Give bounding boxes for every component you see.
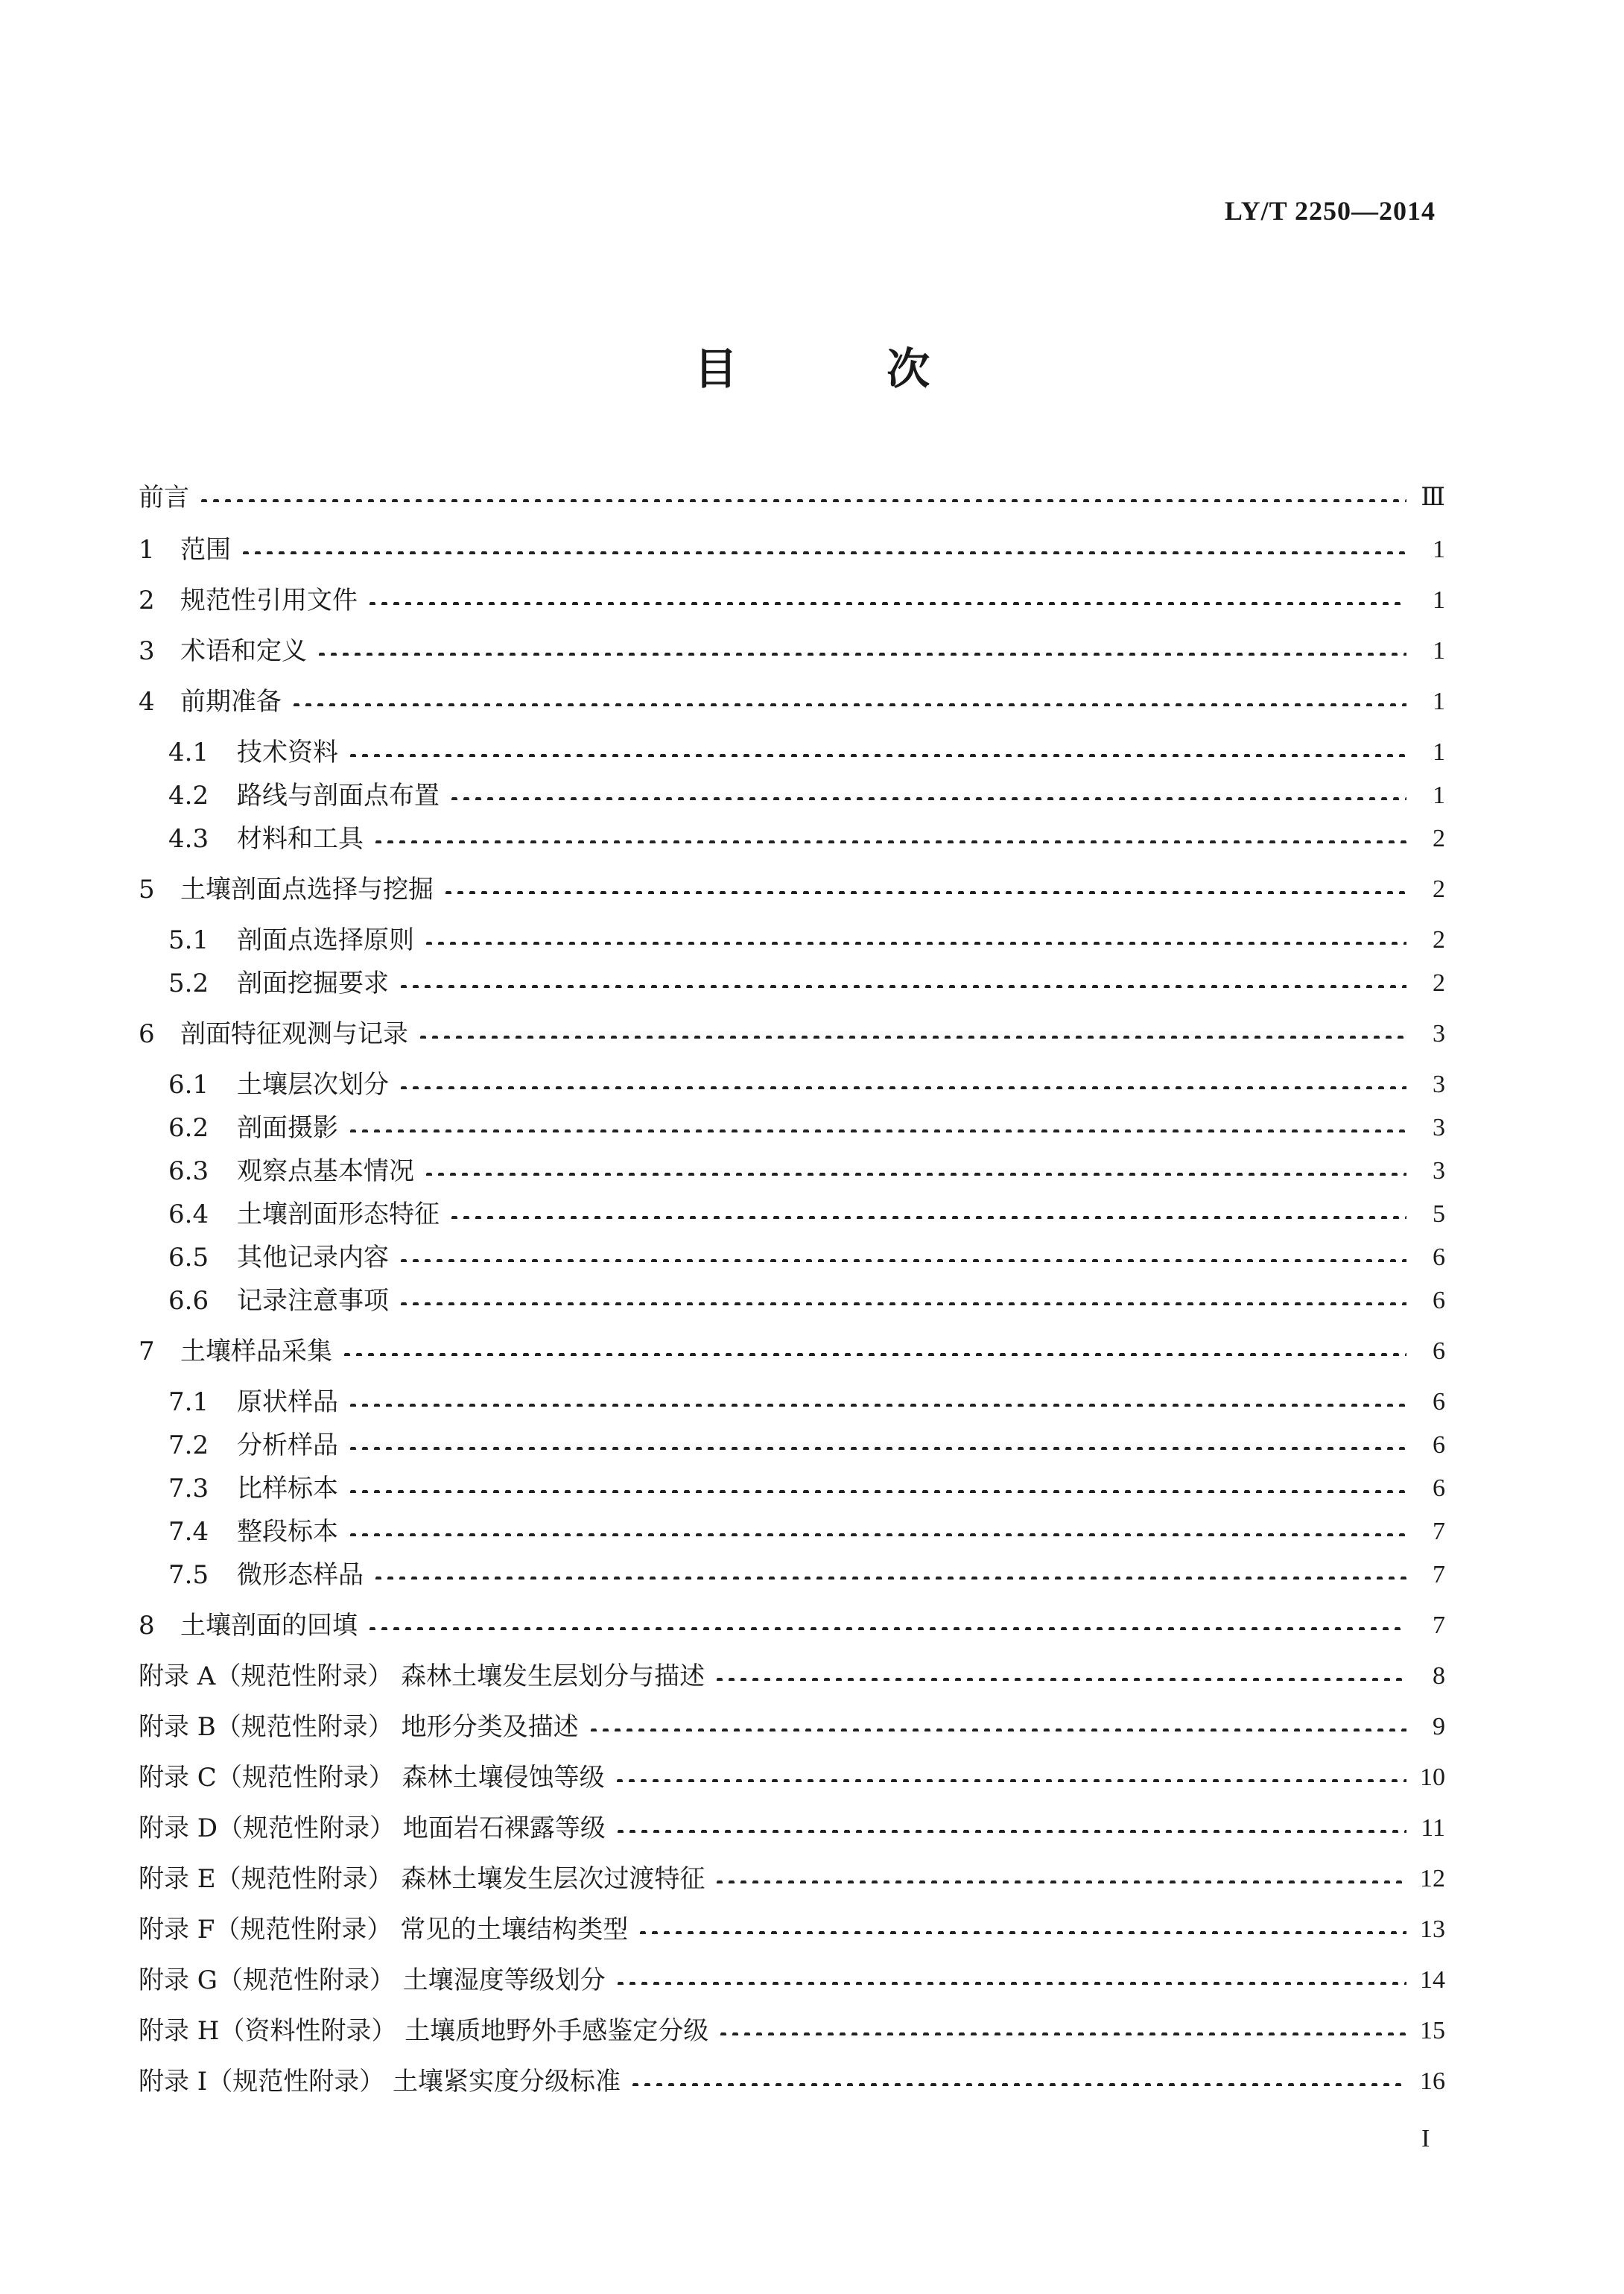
toc-entry-title: 土壤样品采集: [180, 1337, 332, 1366]
dot-leader: [372, 840, 1406, 843]
toc-entry[interactable]: [139, 1807, 1445, 1849]
toc-entry-title: 剖面摄影: [237, 1113, 338, 1143]
toc-entry[interactable]: [139, 919, 1445, 961]
toc-entry-title: 分析样品: [237, 1430, 338, 1460]
toc-entry[interactable]: [139, 1237, 1445, 1279]
toc-entry[interactable]: [139, 1909, 1445, 1951]
standard-code: LY/T 2250—2014: [1224, 196, 1436, 226]
toc-entry-title: 剖面挖掘要求: [237, 969, 389, 998]
dot-leader: [423, 1173, 1406, 1176]
toc-entry-page: 14: [1420, 1966, 1445, 1994]
toc-entry-page: 11: [1421, 1814, 1445, 1842]
dot-leader: [398, 1259, 1406, 1262]
dot-leader: [398, 985, 1406, 988]
toc-entry-title: 比样标本: [237, 1474, 338, 1504]
toc-entry[interactable]: [139, 1150, 1445, 1192]
toc-entry-page: 6: [1433, 1243, 1445, 1271]
toc-entry-page: 1: [1433, 688, 1445, 715]
toc-entry-page: 7: [1433, 1561, 1445, 1588]
dot-leader: [714, 1678, 1406, 1681]
toc-entry-page: 10: [1420, 1764, 1445, 1791]
toc-entry-page: 6: [1433, 1337, 1445, 1365]
toc-entry[interactable]: [139, 1858, 1445, 1900]
toc-entry-number: 6.4: [168, 1200, 209, 1229]
dot-leader: [588, 1729, 1406, 1731]
toc-entry-number: 7.2: [168, 1430, 209, 1460]
toc-entry[interactable]: [139, 869, 1445, 910]
toc-entry-title: 观察点基本情况: [237, 1156, 414, 1186]
toc-entry-page: 5: [1433, 1200, 1445, 1228]
dot-leader: [448, 797, 1406, 800]
toc-entry-page: 6: [1433, 1388, 1445, 1416]
dot-leader: [347, 1404, 1406, 1407]
toc-entry-title: 附录 D（规范性附录） 地面岩石裸露等级: [139, 1813, 606, 1843]
toc-entry-title: 规范性引用文件: [180, 586, 358, 615]
toc-entry-page: 2: [1433, 926, 1445, 954]
toc-entry-page: 1: [1433, 738, 1445, 766]
toc-entry-title: 土壤剖面形态特征: [237, 1200, 440, 1229]
toc-entry-page: 12: [1420, 1865, 1445, 1892]
dot-leader: [615, 1830, 1406, 1833]
toc-entry-page: 3: [1433, 1020, 1445, 1048]
toc-entry[interactable]: [139, 1064, 1445, 1106]
dot-leader: [448, 1216, 1406, 1219]
toc-entry-title: 其他记录内容: [237, 1243, 389, 1273]
toc-entry-number: 4.3: [168, 824, 209, 854]
toc-entry-page: 6: [1433, 1474, 1445, 1502]
dot-leader: [398, 1302, 1406, 1305]
toc-entry[interactable]: [139, 2010, 1445, 2052]
toc-entry-title: 土壤层次划分: [237, 1070, 389, 1100]
dot-leader: [240, 551, 1406, 554]
toc-entry-title: 土壤剖面的回填: [180, 1611, 358, 1641]
dot-leader: [417, 1036, 1406, 1039]
dot-leader: [367, 1627, 1406, 1630]
toc-entry[interactable]: [139, 1554, 1445, 1596]
toc-entry-title: 附录 F（规范性附录） 常见的土壤结构类型: [139, 1915, 629, 1945]
dot-leader: [198, 499, 1406, 502]
toc-entry-page: 3: [1433, 1071, 1445, 1098]
toc-entry-title: 范围: [180, 535, 231, 565]
dot-leader: [347, 1533, 1406, 1536]
dot-leader: [637, 1931, 1406, 1934]
dot-leader: [614, 1779, 1406, 1782]
toc-entry-page: Ⅲ: [1421, 484, 1445, 511]
toc-entry[interactable]: [139, 1280, 1445, 1322]
toc-entry-number: 6: [139, 1019, 155, 1049]
toc-entry-title: 附录 G（规范性附录） 土壤湿度等级划分: [139, 1965, 606, 1995]
toc-entry[interactable]: [139, 1959, 1445, 2001]
toc-entry-number: 4: [139, 687, 155, 717]
toc-entry-number: 4.1: [168, 738, 209, 767]
toc-entry-page: 6: [1433, 1287, 1445, 1314]
toc-entry-page: 9: [1433, 1713, 1445, 1740]
dot-leader: [347, 754, 1406, 757]
toc-entry-page: 6: [1433, 1431, 1445, 1459]
toc-entry-page: 15: [1420, 2017, 1445, 2044]
toc-entry-number: 1: [139, 535, 155, 565]
toc-entry-page: 1: [1433, 637, 1445, 665]
toc-entry[interactable]: [139, 732, 1445, 773]
dot-leader: [615, 1982, 1406, 1985]
toc-entry-title: 术语和定义: [180, 636, 307, 666]
toc-entry-number: 6.3: [168, 1156, 209, 1186]
toc-entry[interactable]: [139, 1425, 1445, 1466]
toc-entry-number: 6.1: [168, 1070, 209, 1100]
toc-entry-number: 8: [139, 1611, 155, 1641]
dot-leader: [629, 2083, 1406, 2086]
dot-leader: [347, 1447, 1406, 1450]
toc-entry-title: 土壤剖面点选择与挖掘: [180, 875, 434, 904]
toc-entry-number: 7.3: [168, 1474, 209, 1504]
toc-entry-number: 2: [139, 586, 155, 615]
toc-entry-page: 1: [1433, 586, 1445, 614]
toc-entry[interactable]: [139, 1194, 1445, 1235]
toc-entry-number: 6.5: [168, 1243, 209, 1273]
toc-entry-page: 2: [1433, 969, 1445, 997]
toc-entry-page: 7: [1433, 1612, 1445, 1639]
toc-entry-page: 1: [1433, 782, 1445, 809]
toc-entry-number: 7.5: [168, 1560, 209, 1590]
dot-leader: [341, 1353, 1406, 1356]
toc-entry[interactable]: [139, 963, 1445, 1004]
dot-leader: [717, 2032, 1406, 2035]
toc-entry-title: 原状样品: [237, 1387, 338, 1417]
toc-entry-title: 技术资料: [237, 738, 338, 767]
toc-entry-title: 路线与剖面点布置: [237, 781, 440, 811]
toc-entry[interactable]: [139, 1013, 1445, 1055]
toc-entry-page: 8: [1433, 1662, 1445, 1690]
toc-entry[interactable]: [139, 1331, 1445, 1372]
toc-entry[interactable]: [139, 529, 1445, 571]
dot-leader: [367, 602, 1406, 605]
toc-entry[interactable]: [139, 477, 1445, 519]
toc-entry-title: 前期准备: [180, 687, 282, 717]
toc-entry[interactable]: [139, 1655, 1445, 1697]
toc-entry[interactable]: [139, 1706, 1445, 1748]
toc-entry-title: 材料和工具: [237, 824, 364, 854]
toc-entry-title: 记录注意事项: [237, 1286, 389, 1316]
toc-entry[interactable]: [139, 1381, 1445, 1423]
toc-entry-page: 3: [1433, 1157, 1445, 1185]
toc-entry-page: 2: [1433, 875, 1445, 903]
toc-entry-number: 6.2: [168, 1113, 209, 1143]
toc-entry-number: 7.1: [168, 1387, 209, 1417]
dot-leader: [347, 1490, 1406, 1493]
dot-leader: [347, 1129, 1406, 1132]
toc-entry-page: 2: [1433, 825, 1445, 852]
dot-leader: [423, 942, 1406, 945]
toc-entry[interactable]: [139, 775, 1445, 817]
dot-leader: [291, 703, 1406, 706]
toc-entry[interactable]: [139, 630, 1445, 672]
toc-entry-title: 附录 E（规范性附录） 森林土壤发生层次过渡特征: [139, 1864, 705, 1894]
toc-entry[interactable]: [139, 818, 1445, 860]
toc-entry-number: 4.2: [168, 781, 209, 811]
toc-entry[interactable]: [139, 1107, 1445, 1149]
toc-entry-page: 16: [1420, 2068, 1445, 2095]
dot-leader: [372, 1577, 1406, 1579]
toc-entry[interactable]: [139, 1511, 1445, 1553]
toc-entry[interactable]: [139, 2061, 1445, 2103]
toc-entry-page: 13: [1420, 1916, 1445, 1943]
toc-entry[interactable]: [139, 1468, 1445, 1509]
toc-title: 目 次: [694, 343, 997, 394]
toc-entry-number: 7.4: [168, 1517, 209, 1547]
dot-leader: [398, 1086, 1406, 1089]
dot-leader: [714, 1880, 1406, 1883]
toc-entry-title: 附录 B（规范性附录） 地形分类及描述: [139, 1712, 579, 1742]
toc-entry-title: 剖面点选择原则: [237, 925, 414, 955]
toc-entry[interactable]: [139, 1605, 1445, 1647]
toc-entry-number: 3: [139, 636, 155, 666]
toc-entry-title: 附录 I（规范性附录） 土壤紧实度分级标准: [139, 2067, 621, 2097]
toc-entry-number: 5.2: [168, 969, 209, 998]
toc-entry-title: 附录 A（规范性附录） 森林土壤发生层划分与描述: [139, 1661, 705, 1691]
dot-leader: [443, 891, 1406, 894]
toc-entry-title: 剖面特征观测与记录: [180, 1019, 408, 1049]
toc-entry[interactable]: [139, 681, 1445, 723]
toc-entry-title: 整段标本: [237, 1517, 338, 1547]
toc-entry-title: 附录 C（规范性附录） 森林土壤侵蚀等级: [139, 1763, 605, 1793]
toc-entry-number: 5.1: [168, 925, 209, 955]
dot-leader: [316, 653, 1406, 656]
toc-entry-title: 微形态样品: [237, 1560, 364, 1590]
toc-entry-number: 6.6: [168, 1286, 209, 1316]
toc-entry-title: 前言: [139, 483, 189, 513]
toc-entry-number: 5: [139, 875, 155, 904]
toc-entry-page: 1: [1433, 536, 1445, 563]
toc-entry-title: 附录 H（资料性附录） 土壤质地野外手感鉴定分级: [139, 2016, 709, 2046]
toc-entry[interactable]: [139, 580, 1445, 621]
toc-entry-page: 7: [1433, 1518, 1445, 1545]
toc-entry[interactable]: [139, 1757, 1445, 1799]
page-folio: I: [1421, 2125, 1430, 2152]
toc-entry-page: 3: [1433, 1114, 1445, 1141]
toc-entry-number: 7: [139, 1337, 155, 1366]
